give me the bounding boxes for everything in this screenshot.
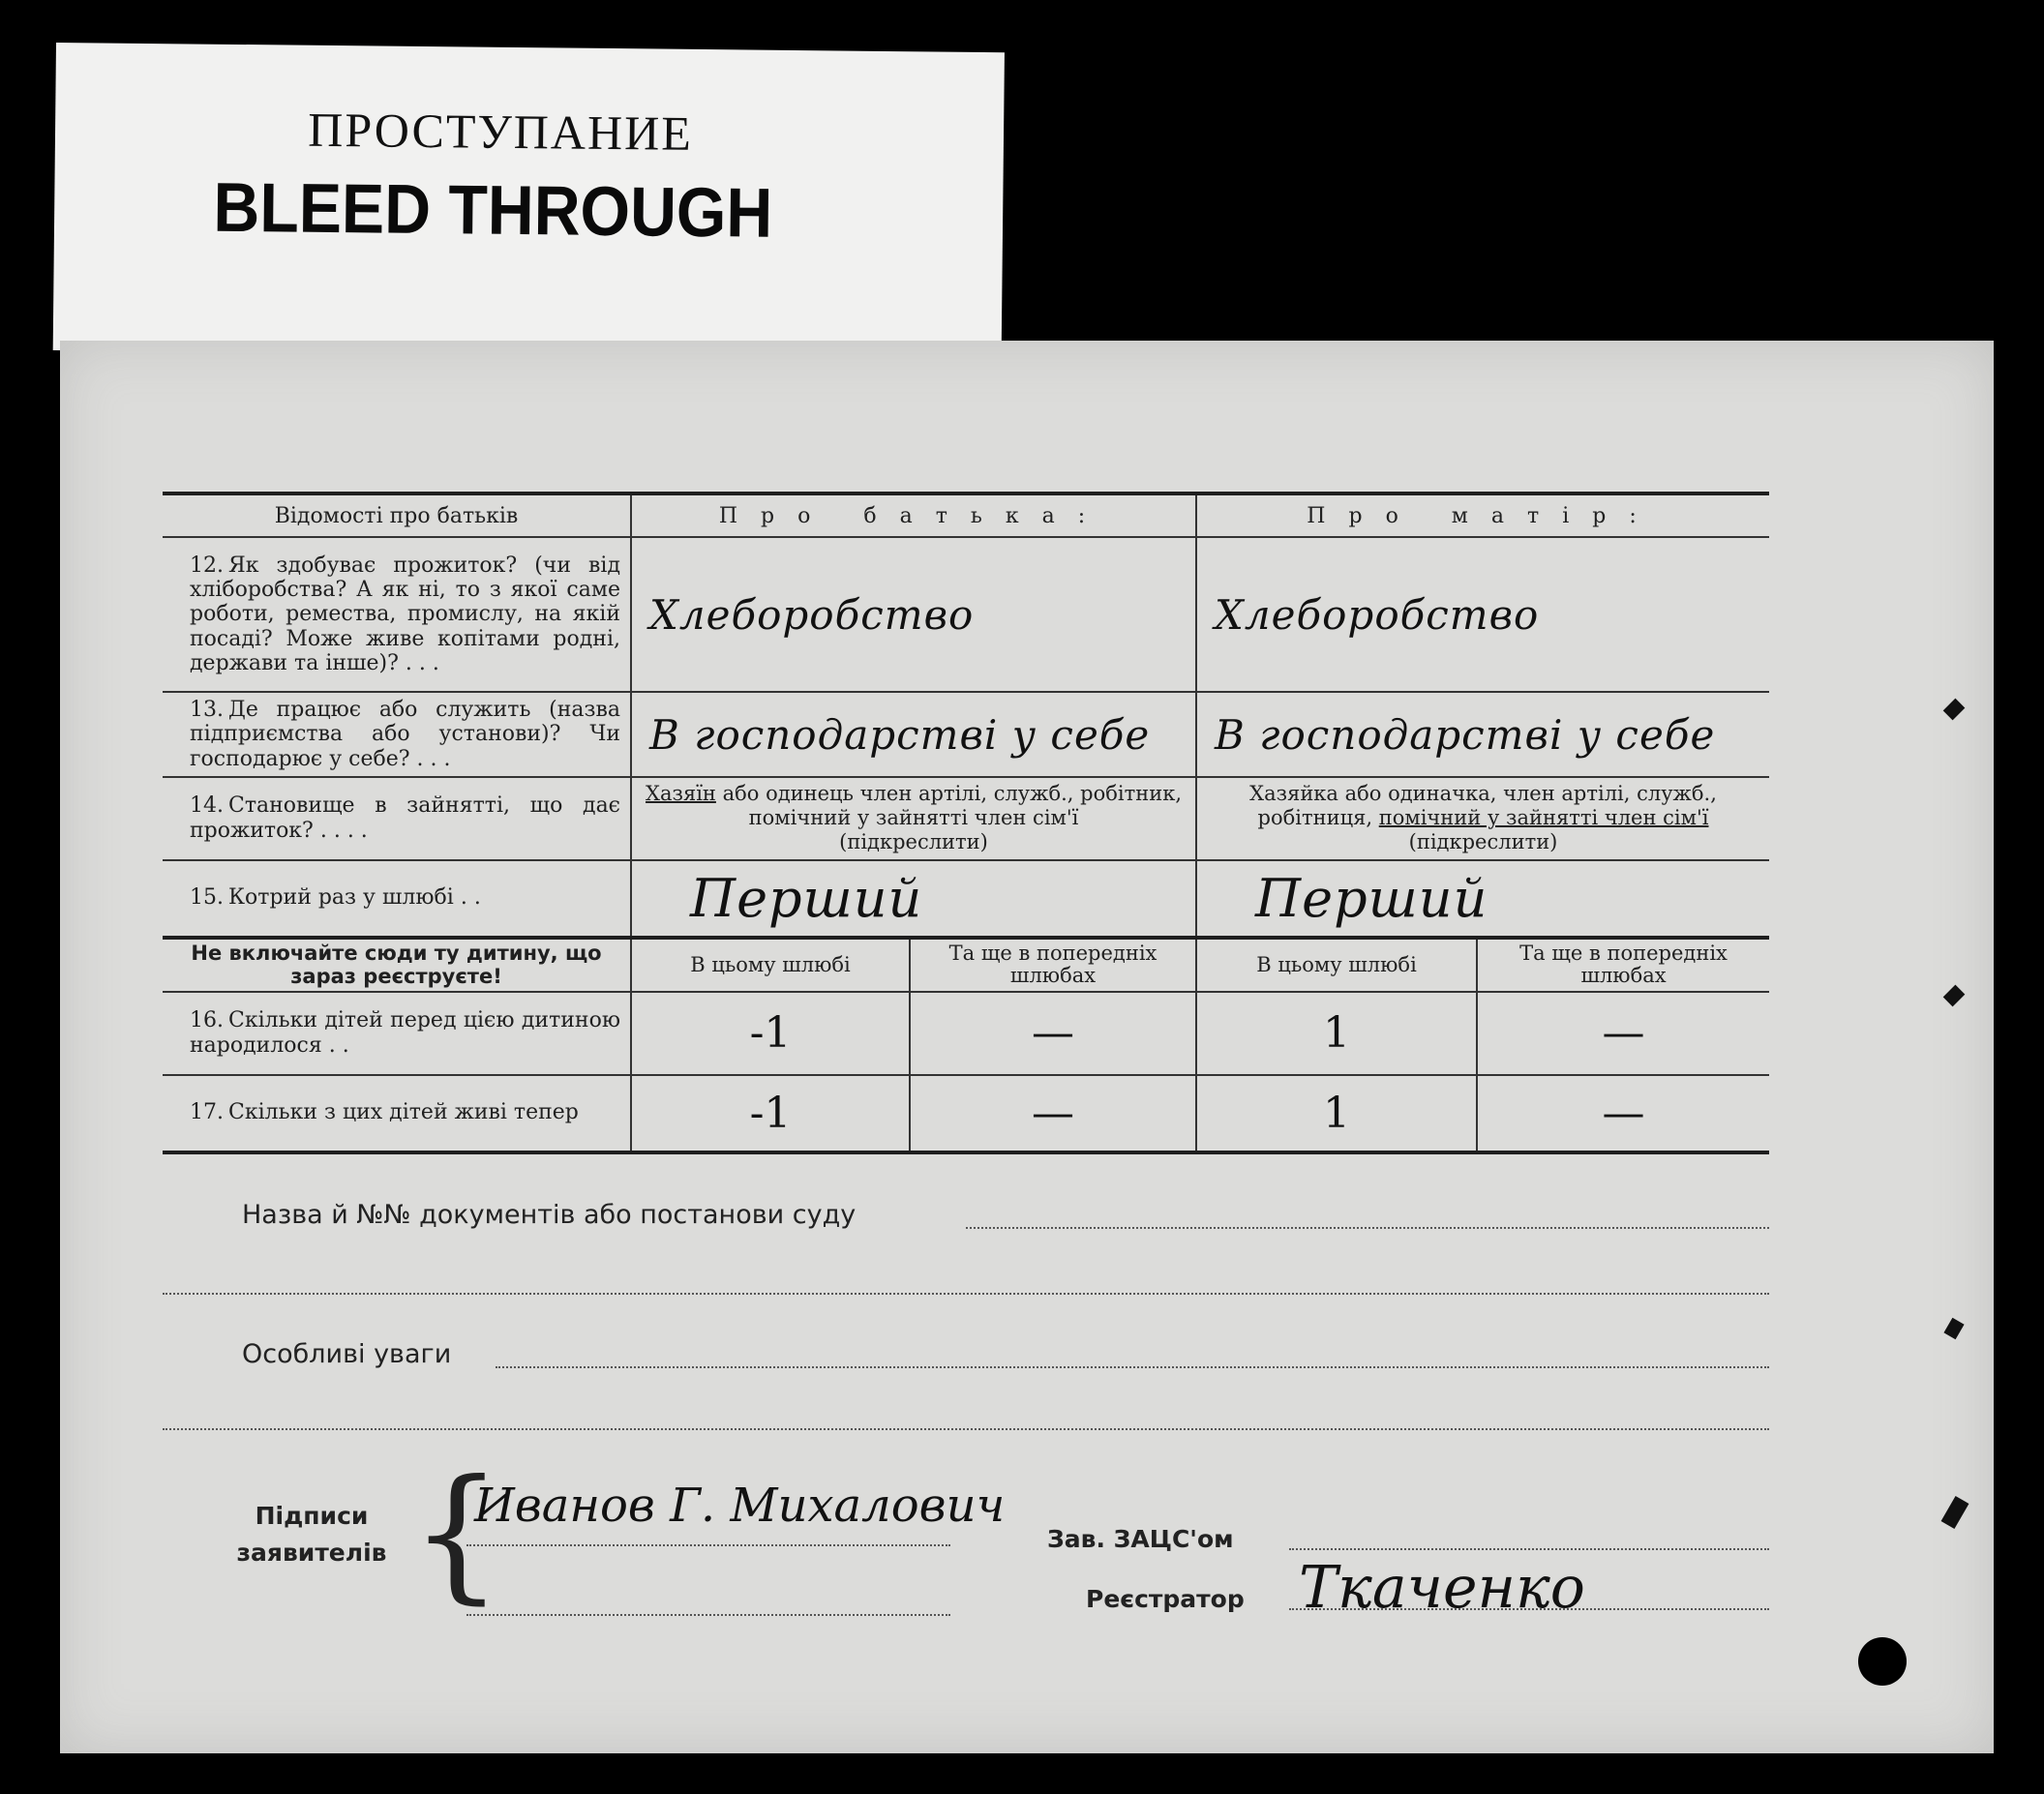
- notes-line: [496, 1366, 1769, 1368]
- father-previous-marriages-header: Та ще в попередніх шлюбах: [910, 938, 1196, 992]
- registrar-label: Реєстратор: [1086, 1585, 1245, 1613]
- signatures-label-line-1: Підписи: [255, 1502, 369, 1530]
- father-this-count: -1: [631, 1075, 910, 1152]
- mother-answer: Хлеборобство: [1196, 537, 1769, 692]
- mother-answer: Перший: [1196, 860, 1769, 938]
- children-header-row: [163, 938, 1769, 992]
- mother-answer: В господарстві у себе: [1196, 692, 1769, 777]
- head-signature-line: [1289, 1548, 1769, 1550]
- applicant-signature: Иванов Г. Михалович: [474, 1479, 1006, 1533]
- question-number: 13.: [190, 698, 224, 723]
- father-prev-count: —: [910, 992, 1196, 1075]
- mother-this-count: 1: [1196, 1075, 1477, 1152]
- father-answer: Перший: [631, 860, 1196, 938]
- question-text: Де працює або служить (назва підприємства або установи)? Чи господарює у себе? . . .: [190, 698, 620, 771]
- question-cell: [163, 537, 631, 692]
- applicant-signature-line-2: [466, 1614, 950, 1616]
- question-text: Становище в зайнятті, що дає прожиток? . . . .: [190, 793, 620, 843]
- question-number: 14.: [190, 793, 224, 819]
- question-number: 15.: [190, 885, 224, 911]
- head-label: Зав. ЗАЦС'ом: [1047, 1525, 1234, 1553]
- father-this-marriage-header: В цьому шлюбі: [631, 938, 910, 992]
- father-answer: Хлеборобство: [631, 537, 1196, 692]
- table-row: [163, 860, 1769, 938]
- father-answer: В господарстві у себе: [631, 692, 1196, 777]
- label-english: BLEED THROUGH: [213, 168, 773, 253]
- question-cell: [163, 692, 631, 777]
- question-text: Котрий раз у шлюбі . .: [228, 885, 481, 911]
- underline-instruction: (підкреслити): [1408, 830, 1558, 854]
- question-text: Скільки дітей перед цією дитиною народилося . .: [190, 1008, 620, 1058]
- mother-occupation-options: [1196, 777, 1769, 860]
- signatures-label-line-2: заявителів: [236, 1538, 387, 1567]
- table-row: [163, 992, 1769, 1075]
- options-text: Хазяйка або одиначка, член артілі, служб., робітниця,: [1249, 782, 1717, 830]
- mother-prev-count: —: [1477, 1075, 1769, 1152]
- father-occupation-options: [631, 777, 1196, 860]
- registrar-signature-line: [1289, 1608, 1769, 1610]
- documents-line-2: [163, 1293, 1769, 1295]
- edge-damage: [1943, 985, 1966, 1007]
- header-parents-info: Відомості про батьків: [274, 503, 519, 528]
- table-header-row: [163, 493, 1769, 537]
- mother-prev-count: —: [1477, 992, 1769, 1075]
- edge-damage: [1943, 699, 1966, 721]
- question-cell: [163, 1075, 631, 1152]
- question-text: Як здобуває прожиток? (чи від хліборобства? А як ні, то з якої саме роботи, ремества, промислу, на якій посаді? Може живе копітами родні, держави та інше)? . . .: [190, 553, 620, 675]
- father-this-count: -1: [631, 992, 910, 1075]
- bleed-through-label-card: [53, 43, 1005, 360]
- underline-instruction: (підкреслити): [839, 830, 988, 854]
- document-sheet: [60, 341, 1994, 1753]
- underlined-option: помічний у зайнятті член сім'ї: [1378, 806, 1709, 830]
- question-number: 16.: [190, 1008, 224, 1033]
- notes-label: Особливі уваги: [242, 1339, 452, 1369]
- registrar-signature: Ткаченко: [1299, 1554, 1585, 1622]
- question-cell: [163, 860, 631, 938]
- header-mother: Про матір:: [1196, 493, 1769, 537]
- documents-label: Назва й №№ документів або постанови суду: [242, 1200, 857, 1230]
- punch-hole: [1858, 1637, 1907, 1686]
- parents-info-table: [163, 492, 1769, 1154]
- edge-damage: [1941, 1496, 1969, 1529]
- documents-line: [966, 1227, 1769, 1229]
- table-row: [163, 1075, 1769, 1152]
- brace-icon: {: [410, 1450, 503, 1618]
- father-prev-count: —: [910, 1075, 1196, 1152]
- mother-this-marriage-header: В цьому шлюбі: [1196, 938, 1477, 992]
- table-row: [163, 777, 1769, 860]
- question-number: 12.: [190, 553, 224, 578]
- exclude-child-note: Не включайте сюди ту дитину, що зараз реєструєте!: [191, 942, 602, 989]
- header-father: Про батька:: [631, 493, 1196, 537]
- notes-line-2: [163, 1428, 1769, 1430]
- question-cell: [163, 777, 631, 860]
- label-russian: ПРОСТУПАНИЕ: [308, 102, 694, 161]
- question-number: 17.: [190, 1100, 224, 1125]
- question-cell: [163, 992, 631, 1075]
- table-row: [163, 692, 1769, 777]
- underlined-option: Хазяїн: [646, 782, 716, 805]
- edge-damage: [1943, 1318, 1964, 1340]
- question-text: Скільки з цих дітей живі тепер: [228, 1100, 579, 1125]
- options-text: або одинець член артілі, служб., робітник, помічний у зайнятті член сім'ї: [715, 782, 1182, 830]
- applicant-signature-line: [466, 1544, 950, 1546]
- mother-previous-marriages-header: Та ще в попередніх шлюбах: [1477, 938, 1769, 992]
- table-row: [163, 537, 1769, 692]
- mother-this-count: 1: [1196, 992, 1477, 1075]
- signatures-label: [215, 1498, 408, 1570]
